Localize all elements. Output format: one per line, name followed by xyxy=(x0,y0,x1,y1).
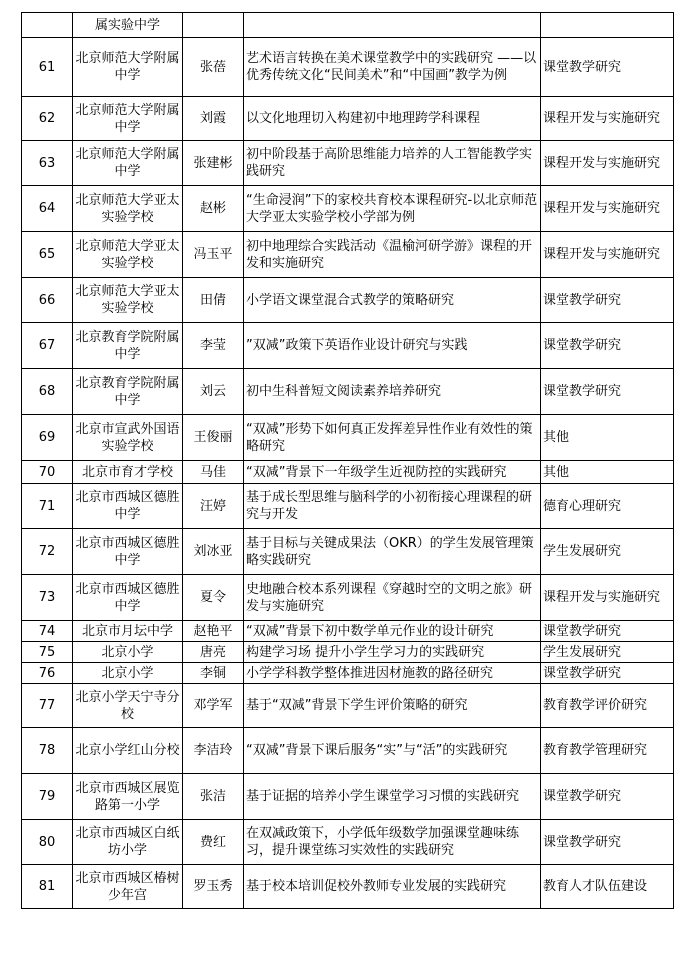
school-cell: 北京市西城区德胜中学 xyxy=(73,529,183,575)
project-title-cell: 初中阶段基于高阶思维能力培养的人工智能教学实践研究 xyxy=(244,141,541,186)
category-cell: 课程开发与实施研究 xyxy=(541,97,674,141)
row-number-cell: 73 xyxy=(22,575,73,621)
project-title-cell: “双减”背景下课后服务“实”与“活”的实践研究 xyxy=(244,728,541,774)
project-title-cell: 基于成长型思维与脑科学的小初衔接心理课程的研究与开发 xyxy=(244,484,541,529)
school-cell: 北京市月坛中学 xyxy=(73,621,183,642)
research-project-table xyxy=(21,12,674,909)
table-body xyxy=(22,13,674,909)
school-cell: 北京小学 xyxy=(73,663,183,684)
row-number-cell: 70 xyxy=(22,461,73,484)
category-cell: 课堂教学研究 xyxy=(541,323,674,369)
project-title-cell: 以文化地理切入构建初中地理跨学科课程 xyxy=(244,97,541,141)
project-title-cell: “双减”形势下如何真正发挥差异性作业有效性的策略研究 xyxy=(244,415,541,461)
table-row xyxy=(22,13,674,38)
project-title-cell: “生命浸润”下的家校共育校本课程研究-以北京师范大学亚太实验学校小学部为例 xyxy=(244,186,541,232)
table-row xyxy=(22,728,674,774)
table-row xyxy=(22,415,674,461)
person-name-cell: 张建彬 xyxy=(183,141,244,186)
person-name-cell: 王俊丽 xyxy=(183,415,244,461)
table-row xyxy=(22,38,674,97)
category-cell xyxy=(541,13,674,38)
row-number-cell: 72 xyxy=(22,529,73,575)
person-name-cell: 李铜 xyxy=(183,663,244,684)
school-cell: 北京市宣武外国语实验学校 xyxy=(73,415,183,461)
row-number-cell: 67 xyxy=(22,323,73,369)
table-row xyxy=(22,461,674,484)
project-title-cell: 基于目标与关键成果法（OKR）的学生发展管理策略实践研究 xyxy=(244,529,541,575)
project-title-cell: 构建学习场 提升小学生学习力的实践研究 xyxy=(244,642,541,663)
row-number-cell: 64 xyxy=(22,186,73,232)
row-number-cell xyxy=(22,13,73,38)
table-row xyxy=(22,97,674,141)
project-title-cell: 基于校本培训促校外教师专业发展的实践研究 xyxy=(244,865,541,909)
person-name-cell: 夏令 xyxy=(183,575,244,621)
row-number-cell: 74 xyxy=(22,621,73,642)
category-cell: 教育教学评价研究 xyxy=(541,684,674,728)
school-cell: 北京市西城区椿树少年宫 xyxy=(73,865,183,909)
school-cell: 北京小学红山分校 xyxy=(73,728,183,774)
school-cell: 北京市西城区德胜中学 xyxy=(73,575,183,621)
table-row xyxy=(22,369,674,415)
row-number-cell: 69 xyxy=(22,415,73,461)
person-name-cell: 张洁 xyxy=(183,774,244,820)
school-cell: 北京教育学院附属中学 xyxy=(73,323,183,369)
project-title-cell: 基于“双减”背景下学生评价策略的研究 xyxy=(244,684,541,728)
row-number-cell: 75 xyxy=(22,642,73,663)
person-name-cell: 马佳 xyxy=(183,461,244,484)
row-number-cell: 63 xyxy=(22,141,73,186)
person-name-cell: 李洁玲 xyxy=(183,728,244,774)
table-row xyxy=(22,621,674,642)
table-row xyxy=(22,865,674,909)
person-name-cell: 刘霞 xyxy=(183,97,244,141)
table-row xyxy=(22,232,674,278)
category-cell: 其他 xyxy=(541,415,674,461)
project-title-cell: 史地融合校本系列课程《穿越时空的文明之旅》研发与实施研究 xyxy=(244,575,541,621)
project-title-cell: “双减”背景下初中数学单元作业的设计研究 xyxy=(244,621,541,642)
row-number-cell: 78 xyxy=(22,728,73,774)
row-number-cell: 61 xyxy=(22,38,73,97)
category-cell: 学生发展研究 xyxy=(541,529,674,575)
category-cell: 课堂教学研究 xyxy=(541,774,674,820)
school-cell: 北京师范大学附属中学 xyxy=(73,97,183,141)
project-title-cell: 初中生科普短文阅读素养培养研究 xyxy=(244,369,541,415)
project-title-cell: 基于证据的培养小学生课堂学习习惯的实践研究 xyxy=(244,774,541,820)
row-number-cell: 71 xyxy=(22,484,73,529)
category-cell: 课堂教学研究 xyxy=(541,278,674,323)
row-number-cell: 76 xyxy=(22,663,73,684)
category-cell: 德育心理研究 xyxy=(541,484,674,529)
row-number-cell: 80 xyxy=(22,820,73,865)
table-row xyxy=(22,663,674,684)
project-title-cell xyxy=(244,13,541,38)
school-cell: 北京市育才学校 xyxy=(73,461,183,484)
category-cell: 课程开发与实施研究 xyxy=(541,575,674,621)
person-name-cell: 汪婷 xyxy=(183,484,244,529)
table-row xyxy=(22,642,674,663)
row-number-cell: 81 xyxy=(22,865,73,909)
person-name-cell: 赵艳平 xyxy=(183,621,244,642)
project-title-cell: 初中地理综合实践活动《温榆河研学游》课程的开发和实施研究 xyxy=(244,232,541,278)
category-cell: 教育人才队伍建设 xyxy=(541,865,674,909)
person-name-cell: 刘冰亚 xyxy=(183,529,244,575)
table-row xyxy=(22,575,674,621)
person-name-cell: 刘云 xyxy=(183,369,244,415)
school-cell: 北京市西城区德胜中学 xyxy=(73,484,183,529)
table-row xyxy=(22,774,674,820)
category-cell: 课程开发与实施研究 xyxy=(541,141,674,186)
person-name-cell: 张蓓 xyxy=(183,38,244,97)
category-cell: 课堂教学研究 xyxy=(541,369,674,415)
category-cell: 课程开发与实施研究 xyxy=(541,186,674,232)
person-name-cell: 李莹 xyxy=(183,323,244,369)
category-cell: 学生发展研究 xyxy=(541,642,674,663)
category-cell: 课堂教学研究 xyxy=(541,621,674,642)
table-row xyxy=(22,278,674,323)
category-cell: 课程开发与实施研究 xyxy=(541,232,674,278)
row-number-cell: 79 xyxy=(22,774,73,820)
project-title-cell: 小学学科教学整体推进因材施教的路径研究 xyxy=(244,663,541,684)
school-cell: 北京市西城区白纸坊小学 xyxy=(73,820,183,865)
school-cell: 北京师范大学亚太实验学校 xyxy=(73,278,183,323)
person-name-cell: 唐亮 xyxy=(183,642,244,663)
school-cell: 北京师范大学亚太实验学校 xyxy=(73,186,183,232)
row-number-cell: 62 xyxy=(22,97,73,141)
person-name-cell xyxy=(183,13,244,38)
table-row xyxy=(22,141,674,186)
school-cell: 北京小学 xyxy=(73,642,183,663)
category-cell: 课堂教学研究 xyxy=(541,663,674,684)
table-row xyxy=(22,684,674,728)
school-cell: 北京师范大学附属中学 xyxy=(73,38,183,97)
category-cell: 教育教学管理研究 xyxy=(541,728,674,774)
table-row xyxy=(22,323,674,369)
person-name-cell: 冯玉平 xyxy=(183,232,244,278)
row-number-cell: 77 xyxy=(22,684,73,728)
person-name-cell: 罗玉秀 xyxy=(183,865,244,909)
row-number-cell: 66 xyxy=(22,278,73,323)
person-name-cell: 田倩 xyxy=(183,278,244,323)
table-row xyxy=(22,484,674,529)
project-title-cell: 艺术语言转换在美术课堂教学中的实践研究 ——以优秀传统文化“民间美术”和“中国画”教学为例 xyxy=(244,38,541,97)
person-name-cell: 赵彬 xyxy=(183,186,244,232)
school-cell: 北京教育学院附属中学 xyxy=(73,369,183,415)
category-cell: 课堂教学研究 xyxy=(541,38,674,97)
project-title-cell: 在双减政策下，小学低年级数学加强课堂趣味练习，提升课堂练习实效性的实践研究 xyxy=(244,820,541,865)
row-number-cell: 68 xyxy=(22,369,73,415)
table-row xyxy=(22,820,674,865)
school-cell: 北京师范大学附属中学 xyxy=(73,141,183,186)
category-cell: 其他 xyxy=(541,461,674,484)
project-title-cell: ”双减”政策下英语作业设计研究与实践 xyxy=(244,323,541,369)
school-cell: 北京市西城区展览路第一小学 xyxy=(73,774,183,820)
table-row xyxy=(22,529,674,575)
school-cell: 属实验中学 xyxy=(73,13,183,38)
row-number-cell: 65 xyxy=(22,232,73,278)
project-title-cell: 小学语文课堂混合式教学的策略研究 xyxy=(244,278,541,323)
person-name-cell: 邓学军 xyxy=(183,684,244,728)
project-title-cell: “双减”背景下一年级学生近视防控的实践研究 xyxy=(244,461,541,484)
category-cell: 课堂教学研究 xyxy=(541,820,674,865)
school-cell: 北京师范大学亚太实验学校 xyxy=(73,232,183,278)
person-name-cell: 费红 xyxy=(183,820,244,865)
table-row xyxy=(22,186,674,232)
school-cell: 北京小学天宁寺分校 xyxy=(73,684,183,728)
